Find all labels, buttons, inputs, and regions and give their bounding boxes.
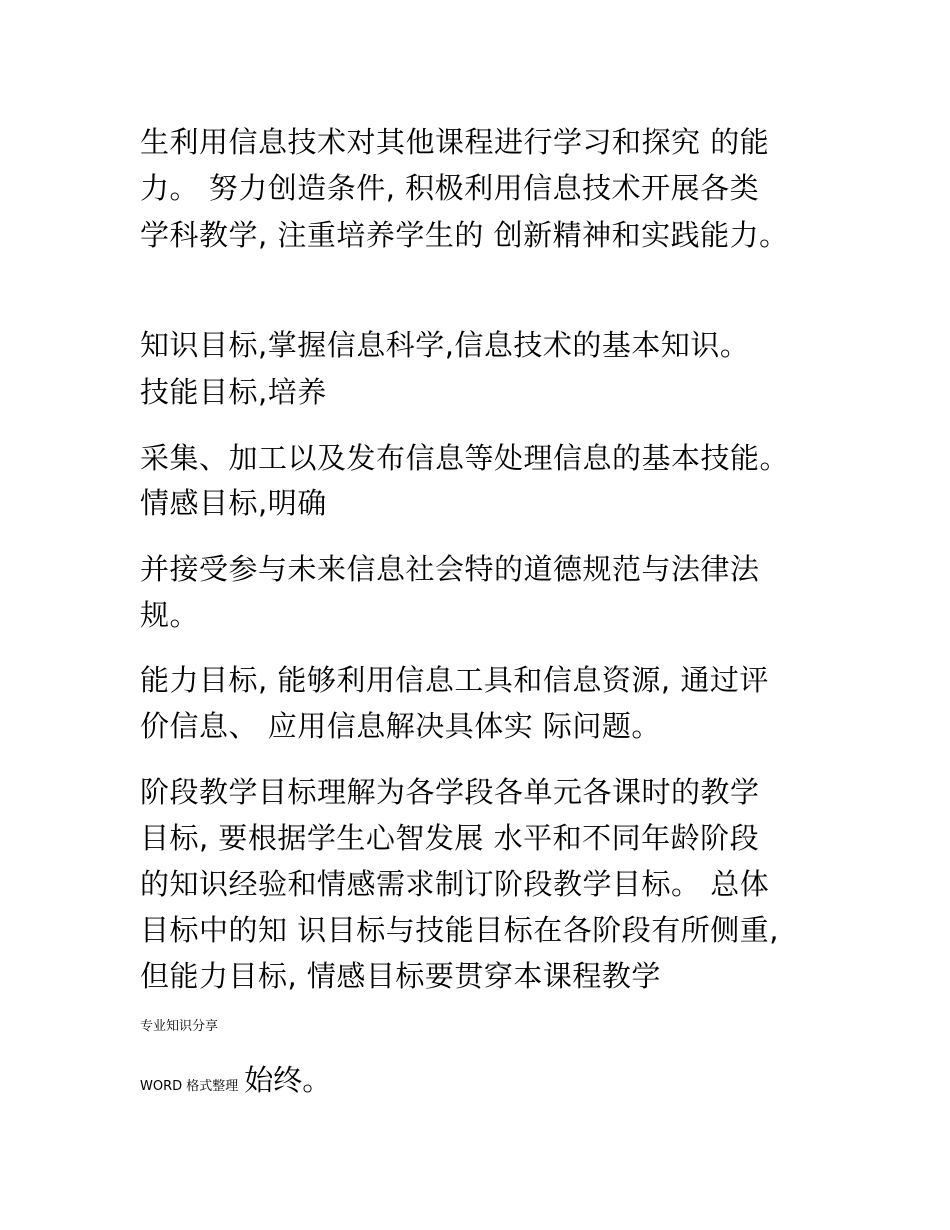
paragraph-3-line-2: 情感目标,明确 xyxy=(140,486,327,520)
footer-share-label: 专业知识分享 xyxy=(140,1019,219,1034)
paragraph-5-line-2: 价信息、 应用信息解决具体实 际问题。 xyxy=(140,709,661,743)
paragraph-6-line-1: 阶段教学目标理解为各学段各单元各课时的教学 xyxy=(140,775,760,809)
paragraph-6-line-3: 的知识经验和情感需求制订阶段教学目标。 总体 xyxy=(140,867,770,901)
paragraph-6-line-4: 目标中的知 识目标与技能目标在各阶段有所侧重, xyxy=(140,913,779,947)
paragraph-1-line-2: 力。 努力创造条件, 积极利用信息技术开展各类 xyxy=(140,171,760,205)
paragraph-4-line-1: 并接受参与未来信息社会特的道德规范与法律法 xyxy=(140,552,760,586)
paragraph-1-line-1: 生利用信息技术对其他课程进行学习和探究 的能 xyxy=(140,125,770,159)
paragraph-1-line-3: 学科教学, 注重培养学生的 创新精神和实践能力。 xyxy=(140,218,789,252)
paragraph-3-line-1: 采集、加工以及发布信息等处理信息的基本技能。 xyxy=(140,441,790,475)
footer-word-row xyxy=(140,1058,331,1099)
footer-word-label: WORD 格式整理 xyxy=(140,1079,239,1094)
paragraph-5-line-1: 能力目标, 能够利用信息工具和信息资源, 通过评 xyxy=(140,663,769,697)
paragraph-4-line-2: 规。 xyxy=(140,598,200,632)
paragraph-6-line-2: 目标, 要根据学生心智发展 水平和不同年龄阶段 xyxy=(140,821,760,855)
paragraph-2-line-2: 技能目标,培养 xyxy=(140,375,327,409)
paragraph-6-line-5: 但能力目标, 情感目标要贯穿本课程教学 xyxy=(140,959,661,993)
footer-ending-text: 始终。 xyxy=(244,1063,332,1097)
paragraph-2-line-1: 知识目标,掌握信息科学,信息技术的基本知识。 xyxy=(140,328,750,362)
